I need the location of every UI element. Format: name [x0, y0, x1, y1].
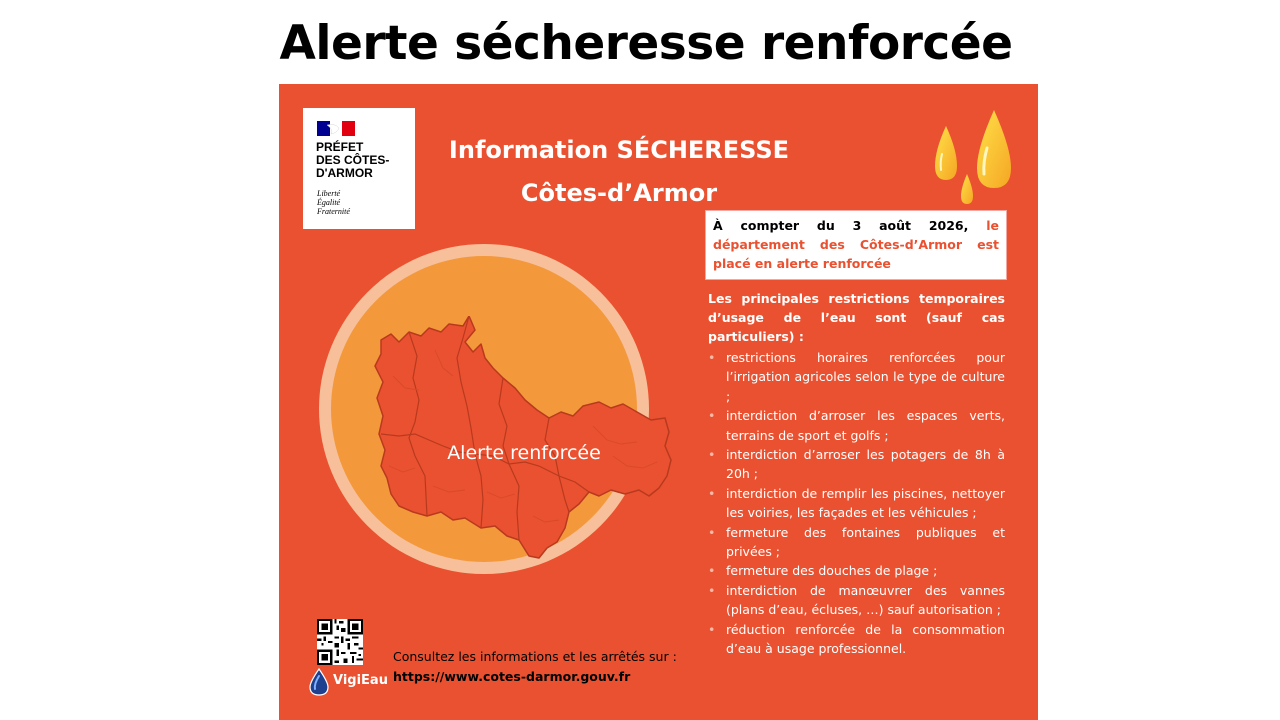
motto-line: Liberté	[317, 189, 341, 198]
restriction-item	[708, 523, 1005, 562]
date-notice-date: À compter du 3 août 2026,	[713, 218, 969, 233]
restriction-item	[708, 445, 1005, 484]
bullet-icon: •	[708, 582, 716, 598]
date-notice	[705, 210, 1007, 280]
bullet-icon: •	[708, 350, 716, 365]
poster-title: Information SÉCHERESSE	[448, 136, 790, 164]
qr-code-icon[interactable]	[317, 619, 363, 665]
bullet-icon: •	[708, 485, 716, 501]
restriction-text: fermeture des fontaines publiques et privées ;	[726, 524, 1005, 560]
logo-motto	[317, 189, 350, 216]
restriction-text: fermeture des douches de plage ;	[726, 563, 938, 579]
restriction-text: restrictions horaires renforcées pour l’irrigation agricoles selon le type de culture ;	[726, 350, 1005, 404]
restriction-item	[708, 348, 1005, 406]
bullet-icon: •	[708, 621, 716, 637]
consult-text	[393, 647, 693, 687]
restriction-text: interdiction de remplir les piscines, nettoyer les voiries, les façades et les véhicules ;	[726, 485, 1005, 521]
restriction-item	[708, 561, 1005, 580]
consult-label: Consultez les informations et les arrêtés sur :	[393, 649, 677, 664]
water-drop-icon	[931, 108, 1017, 208]
restriction-text: interdiction d’arroser les potagers de 8h à 20h ;	[726, 447, 1005, 482]
restriction-item	[708, 484, 1005, 523]
vigieau-label: VigiEau	[333, 673, 388, 688]
poster-subtitle: Côtes-d’Armor	[520, 179, 718, 207]
motto-line: Fraternité	[317, 207, 350, 216]
logo-title	[316, 141, 389, 180]
logo-title-line: PRÉFET	[316, 140, 364, 154]
vigieau-drop-icon	[309, 668, 329, 696]
prefet-logo	[303, 108, 415, 229]
restriction-text: interdiction de manœuvrer des vannes (plans d’eau, écluses, …) sauf autorisation ;	[726, 582, 1005, 618]
bullet-icon: •	[708, 447, 716, 463]
restriction-text: interdiction d’arroser les espaces verts, terrains de sport et golfs ;	[726, 408, 1005, 443]
date-notice-status: le département des Côtes-d’Armor est placé en alerte renforcée	[713, 218, 999, 271]
map-alert-label: Alerte renforcée	[447, 442, 601, 464]
restriction-item	[708, 406, 1005, 445]
logo-title-line: D'ARMOR	[316, 166, 373, 180]
restrictions-intro: Les principales restrictions temporaires d’usage de l’eau sont (sauf cas particuliers) :	[708, 291, 1005, 344]
department-map	[369, 316, 689, 564]
logo-title-line: DES CÔTES-	[316, 153, 390, 167]
bullet-icon: •	[708, 563, 716, 579]
slide-title: Alerte sécheresse renforcée	[279, 16, 1013, 71]
restriction-item	[708, 620, 1005, 659]
drought-poster	[279, 84, 1038, 720]
bullet-icon: •	[708, 408, 716, 424]
marianne-flag-icon	[317, 121, 355, 136]
restriction-text: réduction renforcée de la consommation d’eau à usage professionnel.	[726, 621, 1005, 657]
restrictions-list	[708, 348, 1005, 659]
restriction-item	[708, 581, 1005, 620]
consult-link[interactable]: https://www.cotes-darmor.gouv.fr	[393, 669, 631, 684]
motto-line: Égalité	[317, 198, 341, 207]
bullet-icon: •	[708, 524, 716, 540]
